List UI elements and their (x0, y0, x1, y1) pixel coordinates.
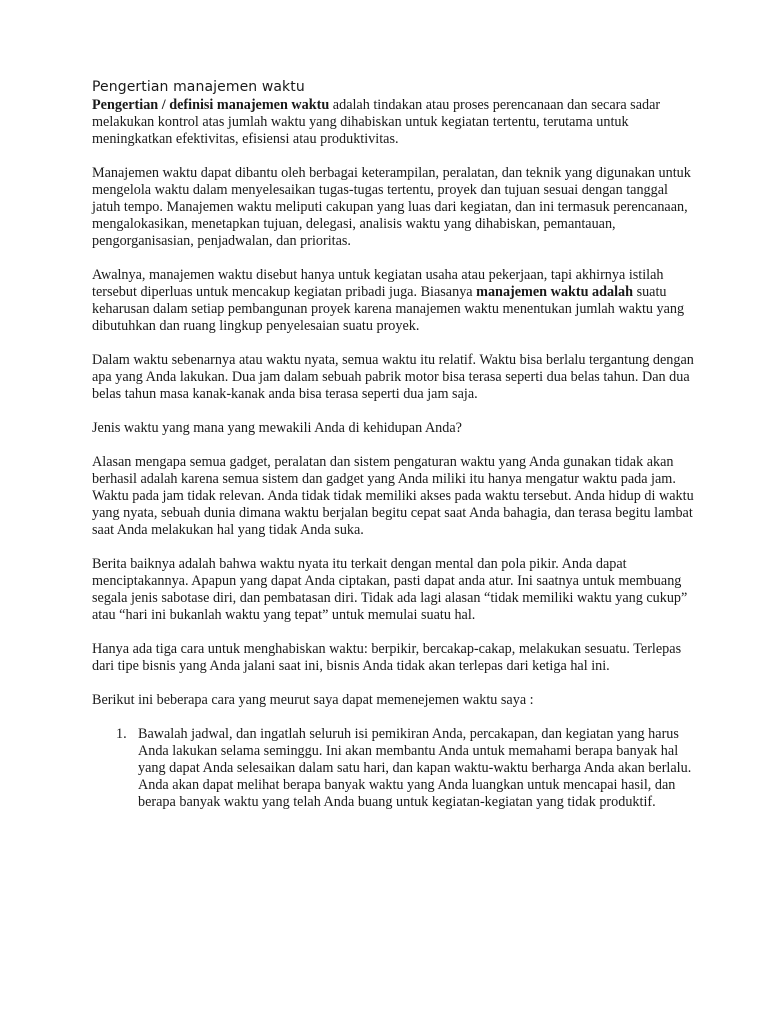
paragraph-three-ways: Hanya ada tiga cara untuk menghabiskan waktu: berpikir, bercakap-cakap, melakukan sesuatu. Terlepas dari tipe bisnis yang Anda jalani saat ini, bisnis Anda tidak akan terlepas dari ketiga hal ini. (92, 641, 682, 674)
definition-text: adalah tindakan atau proses perencanaan dan secara sadar melakukan kontrol atas jumlah waktu yang dihabiskan untuk kegiatan tertentu, terutama untuk meningkatkan efektivitas, efisiensi atau produktivitas. (92, 97, 661, 147)
history-text-b: suatu keharusan dalam setiap pembangunan proyek karena manajemen waktu menentukan jumlah waktu yang dibutuhkan dan ruang lingkup penyelesaian suatu proyek. (92, 284, 685, 334)
paragraph-relative-time: Dalam waktu sebenarnya atau waktu nyata, semua waktu itu relatif. Waktu bisa berlalu tergantung dengan apa yang Anda lakukan. Dua jam dalam sebuah pabrik motor bisa terasa seperti dua belas tahun. Dan dua belas tahun masa kanak-kanak anda bisa terasa seperti dua jam saja. (92, 352, 694, 402)
paragraph-tools: Manajemen waktu dapat dibantu oleh berbagai keterampilan, peralatan, dan teknik yang digunakan untuk mengelola waktu dalam menyelesaikan tugas-tugas tertentu, proyek dan tujuan sesuai dengan tanggal jatuh tempo. Manajemen waktu meliputi cakupan yang luas dari kegiatan, dan ini termasuk perencanaan, mengalokasikan, menetapkan tujuan, delegasi, analisis waktu yang dihabiskan, pemantauan, pengorganisasian, penjadwalan, dan prioritas. (92, 165, 691, 249)
tips-list (92, 726, 698, 811)
document-title: Pengertian manajemen waktu (92, 79, 305, 95)
paragraph-definition (92, 97, 698, 148)
paragraph-good-news: Berita baiknya adalah bahwa waktu nyata itu terkait dengan mental dan pola pikir. Anda dapat menciptakannya. Apapun yang dapat Anda ciptakan, pasti dapat anda atur. Ini saatnya untuk membuang segala jenis sabotase diri, dan pembatasan diri. Tidak ada lagi alasan “tidak memiliki waktu yang cukup” atau “hari ini bukanlah waktu yang tepat” untuk memulai suatu hal. (92, 556, 688, 623)
paragraph-gadgets: Alasan mengapa semua gadget, peralatan dan sistem pengaturan waktu yang Anda gunakan tidak akan berhasil adalah karena semua sistem dan gadget yang Anda miliki itu hanya mengatur waktu pada jam. Waktu pada jam tidak relevan. Anda tidak tidak memiliki akses pada waktu tersebut. Anda hidup di waktu yang nyata, sebuah dunia dimana waktu berjalan begitu cepat saat Anda bahagia, dan terasa begitu lambat saat Anda melakukan hal yang tidak Anda suka. (92, 454, 694, 538)
list-item (92, 726, 698, 811)
history-bold: manajemen waktu adalah (476, 284, 634, 300)
list-number: 1. (116, 726, 127, 742)
history-text-a: Awalnya, manajemen waktu disebut hanya untuk kegiatan usaha atau pekerjaan, tapi akhirnya istilah tersebut diperluas untuk mencakup kegiatan pribadi juga. Biasanya (92, 267, 664, 300)
paragraph-intro-list: Berikut ini beberapa cara yang meurut saya dapat memenejemen waktu saya : (92, 692, 534, 708)
list-text: Bawalah jadwal, dan ingatlah seluruh isi pemikiran Anda, percakapan, dan kegiatan yang harus Anda lakukan selama seminggu. Ini akan membantu Anda untuk memahami berapa banyak hal yang dapat Anda selesaikan dalam satu hari, dan kapan waktu-waktu berharga Anda akan berlalu. Anda akan dapat melihat berapa banyak waktu yang Anda luangkan untuk mencapai hasil, dan berapa banyak waktu yang telah Anda buang untuk kegiatan-kegiatan yang tidak produktif. (138, 726, 692, 810)
paragraph-history (92, 267, 698, 335)
definition-term: Pengertian / definisi manajemen waktu (92, 97, 330, 113)
paragraph-question: Jenis waktu yang mana yang mewakili Anda di kehidupan Anda? (92, 420, 462, 436)
